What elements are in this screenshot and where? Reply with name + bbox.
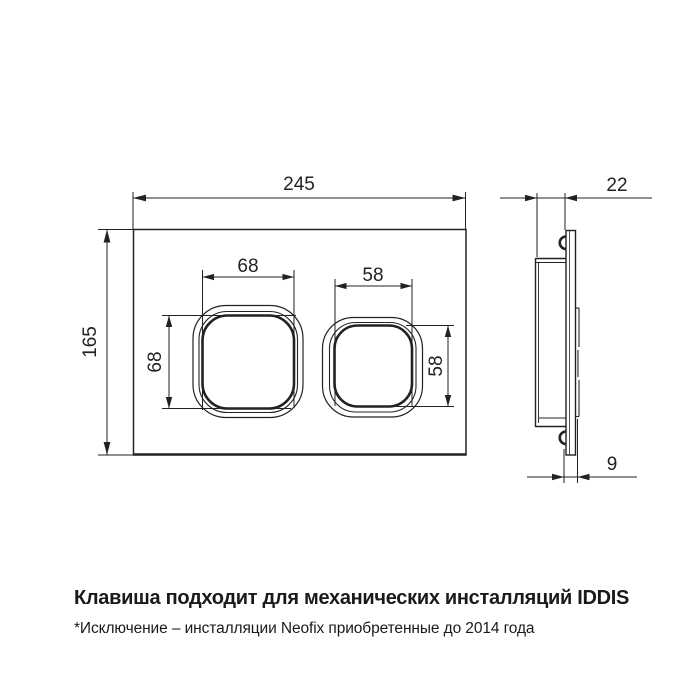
arrowhead xyxy=(133,195,146,202)
mounting-clip-bottom xyxy=(560,432,566,445)
arrowhead xyxy=(565,195,577,201)
arrowhead xyxy=(525,195,537,201)
arrowhead xyxy=(453,195,466,202)
dim-label-protrusion: 9 xyxy=(606,454,618,475)
dim-label-small-button-height: 58 xyxy=(426,355,447,377)
arrowhead xyxy=(104,442,111,455)
dim-plate-height xyxy=(98,230,133,456)
side-plate-profile xyxy=(566,231,576,456)
dim-label-plate-height: 165 xyxy=(80,326,101,358)
mounting-clip-top xyxy=(560,237,566,250)
arrowhead xyxy=(578,474,590,480)
arrowhead xyxy=(552,474,564,480)
dim-label-depth: 22 xyxy=(606,175,628,196)
dim-label-plate-width: 245 xyxy=(283,174,315,195)
dim-label-small-button-width: 58 xyxy=(362,265,384,286)
caption-title: Клавиша подходит для механических инсталляций IDDIS xyxy=(74,587,630,609)
caption-note: *Исключение – инсталляции Neofix приобретенные до 2014 года xyxy=(74,620,535,637)
dim-label-large-button-width: 68 xyxy=(237,256,259,277)
dim-label-large-button-height: 68 xyxy=(145,351,166,373)
plate-outline xyxy=(134,230,467,456)
dim-plate-width xyxy=(133,192,466,229)
side-frame-box xyxy=(536,258,567,427)
dim-protrusion xyxy=(527,419,637,483)
arrowhead xyxy=(104,230,111,243)
side-view xyxy=(500,175,652,483)
front-view xyxy=(80,174,466,455)
